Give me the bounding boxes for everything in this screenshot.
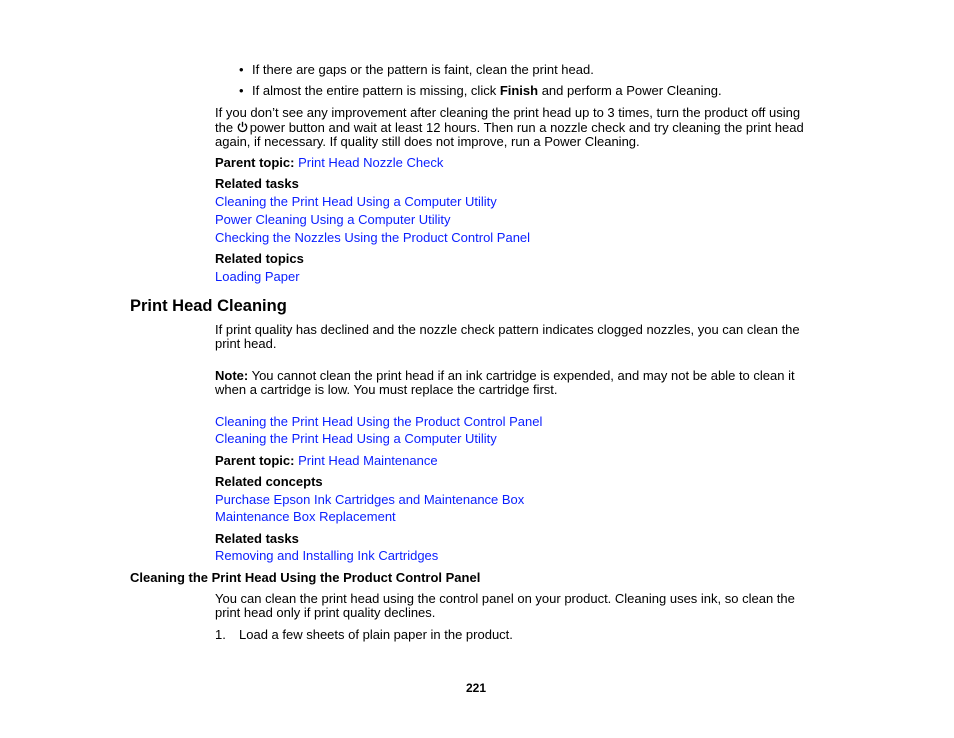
bullet-text-part: and perform a Power Cleaning. bbox=[538, 83, 722, 98]
paragraph-improvement-line bbox=[215, 120, 804, 135]
link-checking-nozzles-control-panel[interactable]: Checking the Nozzles Using the Product Control Panel bbox=[215, 230, 531, 245]
note-text: You cannot clean the print head if an ink cartridge is expended, and may not be able to clean it bbox=[248, 368, 795, 383]
heading-cleaning-control-panel: Cleaning the Print Head Using the Product Control Panel bbox=[130, 570, 481, 585]
bullet-text-missing bbox=[252, 83, 722, 98]
link-power-cleaning-computer-utility[interactable]: Power Cleaning Using a Computer Utility bbox=[215, 212, 451, 227]
bullet-text-gaps: If there are gaps or the pattern is faint, clean the print head. bbox=[252, 62, 594, 77]
intro-line: print head only if print quality declines. bbox=[215, 605, 436, 620]
parent-topic-row bbox=[215, 155, 443, 170]
note-label: Note: bbox=[215, 368, 249, 383]
paragraph-improvement-line: If you don’t see any improvement after cleaning the print head up to 3 times, turn the product off using bbox=[215, 105, 801, 120]
note-line bbox=[215, 368, 795, 383]
paragraph-improvement-line: again, if necessary. If quality still does not improve, run a Power Cleaning. bbox=[215, 134, 640, 149]
related-tasks-label: Related tasks bbox=[215, 176, 299, 191]
step-text: Load a few sheets of plain paper in the product. bbox=[239, 627, 513, 642]
parent-topic-row bbox=[215, 453, 438, 468]
bullet-text-part: If almost the entire pattern is missing, click bbox=[252, 83, 500, 98]
parent-topic-label: Parent topic: bbox=[215, 155, 295, 170]
related-topics-label: Related topics bbox=[215, 251, 304, 266]
link-print-head-maintenance[interactable]: Print Head Maintenance bbox=[298, 453, 438, 468]
heading-print-head-cleaning: Print Head Cleaning bbox=[130, 297, 287, 315]
related-concepts-label: Related concepts bbox=[215, 474, 323, 489]
paragraph-text-part: the bbox=[215, 120, 237, 135]
link-removing-installing-cartridges[interactable]: Removing and Installing Ink Cartridges bbox=[215, 548, 439, 563]
link-loading-paper[interactable]: Loading Paper bbox=[215, 269, 300, 284]
link-print-head-nozzle-check[interactable]: Print Head Nozzle Check bbox=[298, 155, 444, 170]
bullet-marker: • bbox=[239, 83, 244, 98]
finish-keyword: Finish bbox=[499, 83, 539, 98]
link-purchase-epson-ink[interactable]: Purchase Epson Ink Cartridges and Maintenance Box bbox=[215, 492, 525, 507]
intro-line: print head. bbox=[215, 336, 277, 351]
intro-line: If print quality has declined and the nozzle check pattern indicates clogged nozzles, you can clean the bbox=[215, 322, 800, 337]
link-maintenance-box-replacement[interactable]: Maintenance Box Replacement bbox=[215, 509, 396, 524]
parent-topic-label: Parent topic: bbox=[215, 453, 295, 468]
intro-line: You can clean the print head using the control panel on your product. Cleaning uses ink, so clean the bbox=[215, 591, 795, 606]
power-icon bbox=[237, 121, 248, 133]
link-cleaning-computer-utility[interactable]: Cleaning the Print Head Using a Computer Utility bbox=[215, 431, 497, 446]
note-line: when a cartridge is low. You must replace the cartridge first. bbox=[215, 382, 558, 397]
step-number: 1. bbox=[215, 627, 226, 642]
bullet-marker: • bbox=[239, 62, 244, 77]
related-tasks-label: Related tasks bbox=[215, 531, 299, 546]
paragraph-text-part: power button and wait at least 12 hours. Then run a nozzle check and try cleaning the print head bbox=[249, 120, 804, 135]
link-cleaning-control-panel[interactable]: Cleaning the Print Head Using the Product Control Panel bbox=[215, 414, 543, 429]
page-number: 221 bbox=[466, 681, 487, 695]
link-cleaning-computer-utility[interactable]: Cleaning the Print Head Using a Computer Utility bbox=[215, 194, 497, 209]
